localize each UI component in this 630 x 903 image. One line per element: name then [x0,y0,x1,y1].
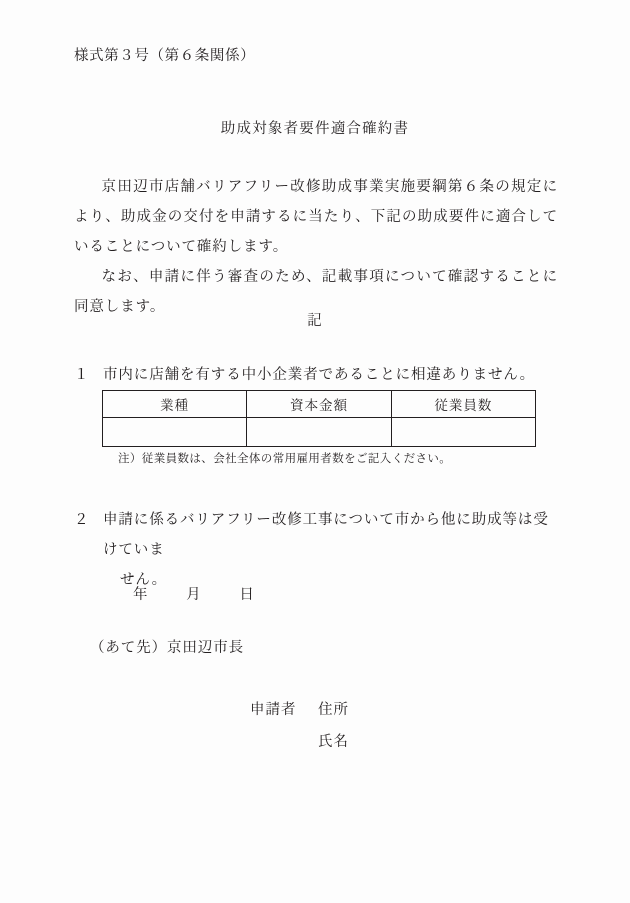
ki-mark: 記 [307,313,323,329]
applicant-address-row [250,694,349,726]
table-header-row [103,391,536,418]
date-line[interactable] [133,583,255,604]
requirement-item-2 [74,505,558,595]
applicant-label: 申請者 [250,702,297,718]
business-info-table [102,390,536,447]
applicant-name-row [250,726,349,758]
item-1-text: 市内に店舗を有する中小企業者であることに相違ありません。 [103,367,536,383]
item-1-number: １ [74,367,90,383]
date-month-label: 月 [186,587,202,603]
table-header-capital: 資本金額 [247,391,391,418]
item-2-text-line-2: せん。 [120,572,168,588]
requirement-item-1 [74,360,558,390]
form-number: 様式第３号（第６条関係） [74,48,256,64]
date-year-label: 年 [133,587,149,603]
page-title: 助成対象者要件適合確約書 [220,121,410,137]
item-2-text-line-1: 申請に係るバリアフリー改修工事について市から他に助成等は受けていま [103,512,549,558]
applicant-name-label[interactable]: 氏名 [318,734,349,750]
item-2-number: ２ [74,512,90,528]
applicant-label-spacer [250,726,318,758]
table-row [103,418,536,447]
applicant-block [250,694,349,758]
table-cell-capital[interactable] [247,418,391,447]
date-day-label: 日 [239,587,255,603]
table-header-employees: 従業員数 [391,391,535,418]
preamble-paragraph-2: なお、申請に伴う審査のため、記載事項について確認することに同意します。 [74,269,558,315]
addressee-line: （あて先）京田辺市長 [90,640,244,656]
table-header-industry: 業種 [103,391,247,418]
table-note: 注）従業員数は、会社全体の常用雇用者数をご記入ください。 [118,451,452,465]
table-cell-industry[interactable] [103,418,247,447]
preamble-paragraph-1: 京田辺市店舗バリアフリー改修助成事業実施要綱第６条の規定により、助成金の交付を申請するに当たり、下記の助成要件に適合していることについて確約します。 [74,179,558,255]
applicant-address-label[interactable]: 住所 [318,702,349,718]
preamble-block [74,172,558,322]
table-cell-employees[interactable] [391,418,535,447]
